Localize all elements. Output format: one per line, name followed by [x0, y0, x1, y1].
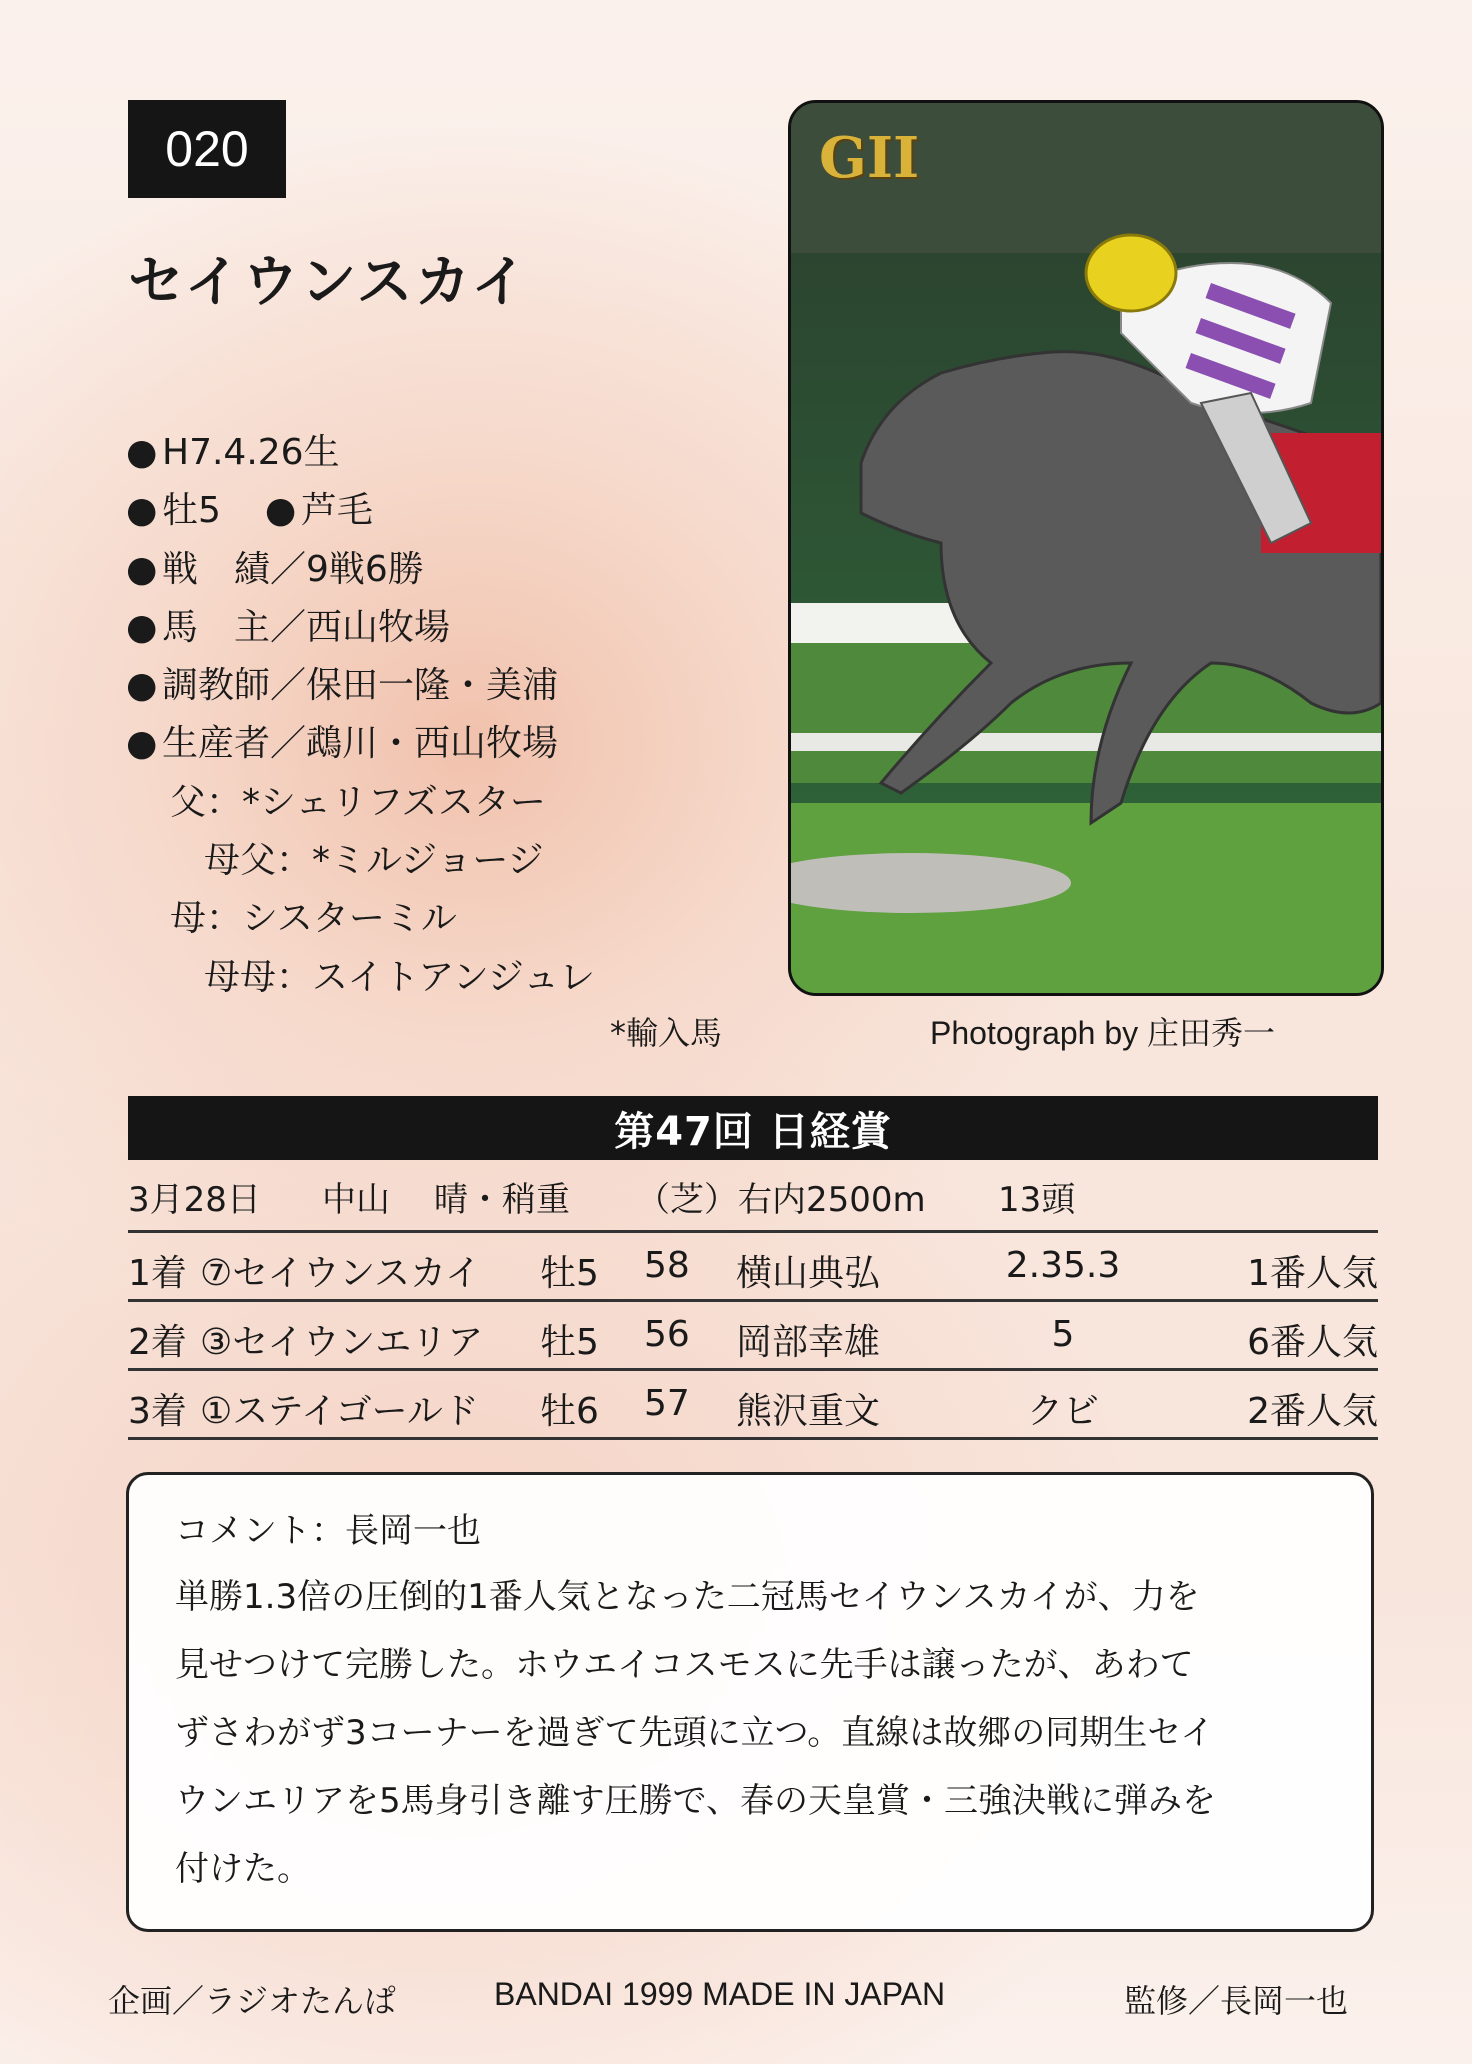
time-margin: 2.35.3: [1005, 1245, 1121, 1286]
race-venue: 中山: [322, 1180, 390, 1220]
race-condition: 晴・稍重: [434, 1180, 570, 1220]
bullet-icon: ●: [126, 548, 158, 590]
photo-credit: Photograph by 庄田秀一: [930, 1015, 1276, 1051]
race-date: 3月28日: [128, 1180, 261, 1220]
card-number: 020: [128, 100, 286, 198]
birth-date: H7.4.26生: [162, 432, 340, 473]
footer-supervisor: 監修／長岡一也: [1124, 1982, 1349, 2020]
finish-position: 1着: [128, 1253, 187, 1294]
bullet-icon: ●: [126, 665, 158, 707]
race-title: 第47回 日経賞: [128, 1096, 1378, 1160]
race-record: 戦 績／9戦6勝: [162, 548, 424, 590]
comment-line: 単勝1.3倍の圧倒的1番人気となった二冠馬セイウンスカイが、力を: [175, 1577, 1200, 1617]
table-row: [128, 1299, 1378, 1368]
finish-position: 3着: [128, 1391, 187, 1432]
grade-badge: GII: [819, 125, 920, 191]
finish-position: 2着: [128, 1322, 187, 1363]
footer-planning: 企画／ラジオたんぱ: [108, 1982, 397, 2020]
comment-header: コメント：長岡一也: [175, 1511, 481, 1551]
comment-box: [126, 1472, 1374, 1932]
weight: 56: [644, 1314, 690, 1355]
comment-line: 付けた。: [175, 1849, 311, 1889]
horse-entry: ①ステイゴールド: [200, 1391, 479, 1432]
jockey: 岡部幸雄: [736, 1322, 881, 1363]
dam-dam: 母母：スイトアンジュレ: [204, 956, 596, 998]
jockey: 横山典弘: [736, 1253, 881, 1294]
jockey: 熊沢重文: [736, 1391, 881, 1432]
bullet-icon: ●: [264, 490, 297, 532]
sire: 父：*シェリフズスター: [170, 781, 546, 823]
sex-age: 牡6: [540, 1391, 599, 1432]
table-row: [128, 1230, 1378, 1299]
bullet-icon: ●: [126, 432, 158, 473]
horse-name: セイウンスカイ: [128, 250, 529, 315]
results-table: [128, 1230, 1378, 1440]
dam-sire: 母父：*ミルジョージ: [204, 840, 544, 882]
horse-profile: [126, 424, 595, 1007]
breeder: 生産者／鵡川・西山牧場: [162, 723, 559, 765]
comment-line: 見せつけて完勝した。ホウエイコスモスに先手は譲ったが、あわて: [175, 1645, 1194, 1685]
coat-color: 芦毛: [300, 490, 373, 532]
time-margin: クビ: [1026, 1391, 1099, 1432]
popularity: 6番人気: [1247, 1322, 1378, 1363]
horse-entry: ③セイウンエリア: [200, 1322, 484, 1363]
owner: 馬 主／西山牧場: [162, 606, 451, 648]
popularity: 1番人気: [1247, 1253, 1378, 1294]
footer-copyright: BANDAI 1999 MADE IN JAPAN: [494, 1976, 946, 2012]
sex-age: 牡5: [162, 490, 221, 532]
race-photo: [788, 100, 1384, 996]
sex-age: 牡5: [540, 1253, 599, 1294]
race-course: （芝）右内2500m: [636, 1180, 926, 1220]
weight: 58: [644, 1245, 690, 1286]
comment-line: ずさわがず3コーナーを過ぎて先頭に立つ。直線は故郷の同期生セイ: [175, 1713, 1215, 1753]
weight: 57: [644, 1383, 690, 1424]
sex-age: 牡5: [540, 1322, 599, 1363]
bullet-icon: ●: [126, 723, 158, 765]
comment-line: ウンエリアを5馬身引き離す圧勝で、春の天皇賞・三強決戦に弾みを: [175, 1781, 1216, 1821]
bullet-icon: ●: [126, 606, 158, 648]
trainer: 調教師／保田一隆・美浦: [162, 665, 559, 707]
popularity: 2番人気: [1247, 1391, 1378, 1432]
time-margin: 5: [1051, 1314, 1075, 1355]
dam: 母：シスターミル: [170, 898, 457, 940]
imported-note: *輸入馬: [610, 1014, 723, 1052]
race-runners: 13頭: [998, 1180, 1076, 1220]
bullet-icon: ●: [126, 490, 158, 532]
table-row: [128, 1368, 1378, 1440]
comment-body: [175, 1563, 1216, 1903]
horse-entry: ⑦セイウンスカイ: [200, 1253, 482, 1294]
horse-photo-illustration: [791, 103, 1381, 993]
